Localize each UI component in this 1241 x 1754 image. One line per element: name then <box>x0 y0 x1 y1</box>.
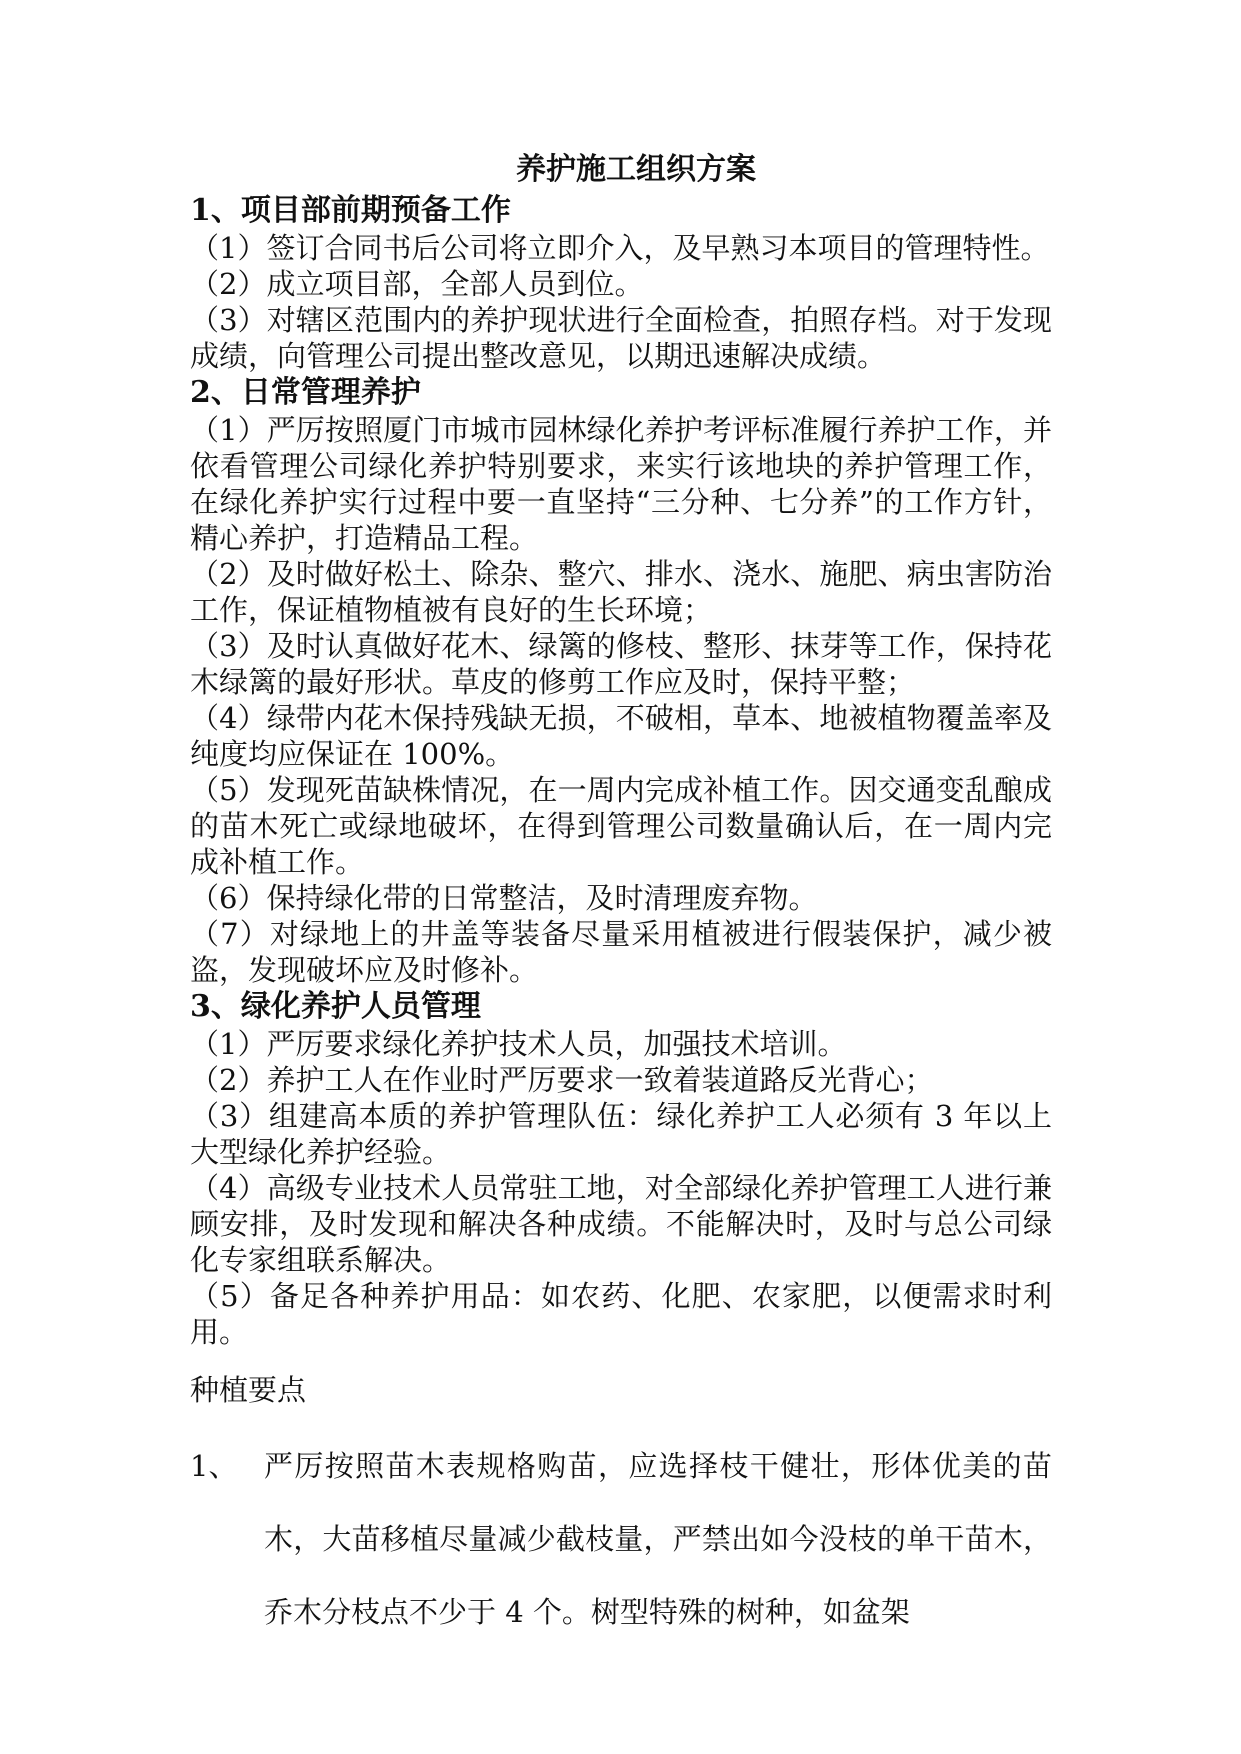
planting-list-item <box>190 1430 1052 1649</box>
planting-heading: 种植要点 <box>190 1373 307 1407</box>
paragraph: （5）发现死苗缺株情况，在一周内完成补植工作。因交通变乱酿成的苗木死亡或绿地破坏，在得到管理公司数量确认后，在一周内完成补植工作。 <box>190 773 1052 879</box>
paragraph: （1）严厉按照厦门市城市园林绿化养护考评标准履行养护工作，并依看管理公司绿化养护特别要求，来实行该地块的养护管理工作，在绿化养护实行过程中要一直坚持“三分种、七分养”的工作方针，精心养护，打造精品工程。 <box>190 413 1052 555</box>
document-title: 养护施工组织方案 <box>516 152 756 187</box>
paragraph: （1）严厉要求绿化养护技术人员，加强技术培训。 <box>190 1027 847 1061</box>
paragraph: （4）高级专业技术人员常驻工地，对全部绿化养护管理工人进行兼顾安排，及时发现和解决各种成绩。不能解决时，及时与总公司绿化专家组联系解决。 <box>190 1171 1052 1277</box>
paragraph: （2）及时做好松土、除杂、整穴、排水、浇水、施肥、病虫害防治工作，保证植物植被有良好的生长环境； <box>190 557 1052 627</box>
paragraph: （5）备足各种养护用品：如农药、化肥、农家肥，以便需求时利用。 <box>190 1279 1052 1349</box>
paragraph: （3）组建高本质的养护管理队伍：绿化养护工人必须有 3 年以上大型绿化养护经验。 <box>190 1099 1052 1169</box>
paragraph: （2）养护工人在作业时严厉要求一致着装道路反光背心； <box>190 1063 934 1097</box>
paragraph: （6）保持绿化带的日常整洁，及时清理废弃物。 <box>190 881 818 915</box>
paragraph: （2）成立项目部，全部人员到位。 <box>190 267 644 301</box>
section-heading-3: 3、绿化养护人员管理 <box>190 989 481 1024</box>
section-heading-2: 2、日常管理养护 <box>190 375 421 410</box>
paragraph: （3）及时认真做好花木、绿篱的修枝、整形、抹芽等工作，保持花木绿篱的最好形状。草皮的修剪工作应及时，保持平整； <box>190 629 1052 699</box>
list-number: 1、 <box>190 1449 238 1483</box>
paragraph: （1）签订合同书后公司将立即介入，及早熟习本项目的管理特性。 <box>190 231 1050 265</box>
list-item-text: 严厉按照苗木表规格购苗，应选择枝干健壮，形体优美的苗木，大苗移植尽量减少截枝量，严禁出如今没枝的单干苗木，乔木分枝点不少于 4 个。树型特殊的树种，如盆架 <box>264 1449 1052 1629</box>
paragraph: （3）对辖区范围内的养护现状进行全面检查，拍照存档。对于发现成绩，向管理公司提出整改意见，以期迅速解决成绩。 <box>190 303 1052 373</box>
paragraph: （4）绿带内花木保持残缺无损，不破相，草本、地被植物覆盖率及纯度均应保证在 100%。 <box>190 701 1052 771</box>
document-body <box>190 148 1052 1649</box>
section-heading-1: 1、项目部前期预备工作 <box>190 193 511 228</box>
paragraph: （7）对绿地上的井盖等装备尽量采用植被进行假装保护，减少被盗，发现破坏应及时修补。 <box>190 917 1052 987</box>
